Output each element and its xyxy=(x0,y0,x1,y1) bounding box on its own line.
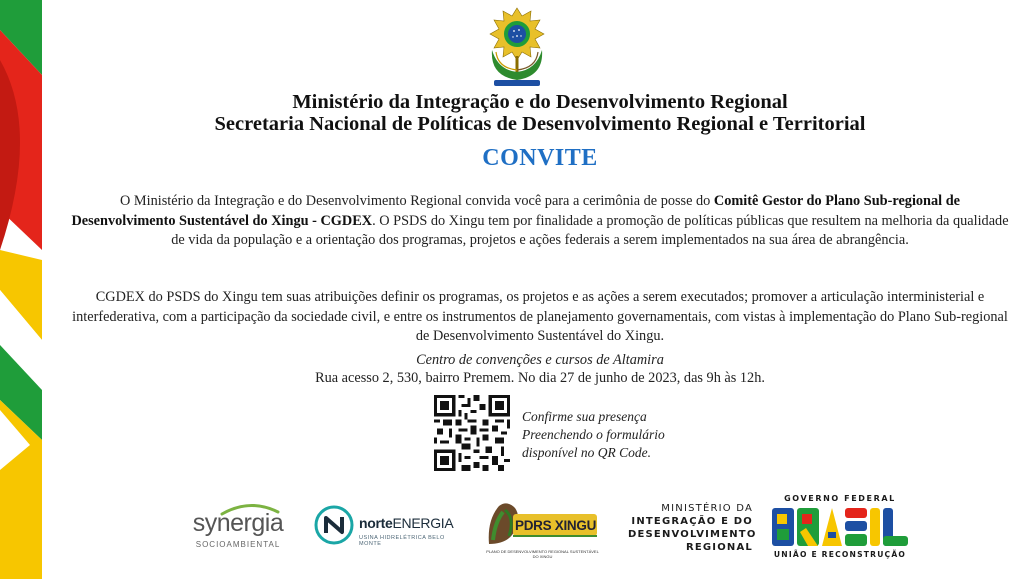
norte-energia-wordmark xyxy=(359,515,453,531)
norte-energia-subtitle: USINA HIDRELÉTRICA BELO MONTE xyxy=(359,535,445,547)
invitation-title: CONVITE xyxy=(482,145,598,171)
energia-word: ENERGIA xyxy=(392,515,454,531)
ministerio-integracao-logo xyxy=(628,502,757,558)
rsvp-line-2: Preenchendo o formulário xyxy=(522,427,665,442)
pdrs-xingu-subtitle: PLANO DE DESENVOLVIMENTO REGIONAL SUSTENTÁVEL DO XINGU xyxy=(486,549,599,559)
synergia-wordmark: synergia xyxy=(192,509,284,537)
norte-energia-mark-icon xyxy=(314,505,354,545)
event-venue: Centro de convenções e cursos de Altamira xyxy=(416,352,664,368)
ministerio-line-2: INTEGRAÇÃO E DO xyxy=(631,516,753,527)
qr-code-icon[interactable] xyxy=(434,395,510,471)
norte-word: norte xyxy=(359,515,393,531)
pdrs-xingu-wordmark: PDRS XINGU xyxy=(515,518,597,533)
uniao-reconstrucao-label: UNIÃO E RECONSTRUÇÃO xyxy=(773,550,907,559)
norte-energia-logo xyxy=(314,505,459,551)
secretariat-heading: Secretaria Nacional de Políticas de Desenvolvimento Regional e Territorial xyxy=(214,113,866,135)
ministerio-line-4: REGIONAL xyxy=(685,542,753,553)
pdrs-xingu-logo xyxy=(485,500,600,559)
decorative-color-strip xyxy=(0,0,42,579)
governo-federal-label: GOVERNO FEDERAL xyxy=(784,494,896,503)
rsvp-line-3: disponível no QR Code. xyxy=(522,445,651,460)
event-address: Rua acesso 2, 530, bairro Premem. No dia 27 de junho de 2023, das 9h às 12h. xyxy=(315,370,765,386)
paragraph-1-text-end: . O PSDS do Xingu tem por finalidade a promoção de políticas públicas que resultem na melhoria da qualidade de vida da população e a orientação dos programas, projetos e ações federais a serem implementados na sua área de abrangência. xyxy=(171,212,1009,248)
paragraph-1-text: O Ministério da Integração e do Desenvolvimento Regional convida você para a cerimônia de posse do xyxy=(119,193,714,209)
brasil-wordmark-icon xyxy=(770,506,910,548)
synergia-logo xyxy=(188,508,288,558)
invitation-paragraph-1 xyxy=(70,192,1010,251)
brazil-coat-of-arms-icon xyxy=(486,6,548,90)
governo-federal-logo xyxy=(770,494,910,564)
rsvp-instructions xyxy=(522,408,665,462)
ministerio-line-3: DESENVOLVIMENTO xyxy=(628,529,757,540)
rsvp-line-1: Confirme sua presença xyxy=(522,409,647,424)
invitation-paragraph-2: CGDEX do PSDS do Xingu tem suas atribuições definir os programas, os projetos e as ações a serem executados; promover a articulação interministerial e interfederativa, com a participação da sociedade civil, e entre os instrumentos de planejamento governamentais, com vistas à implementação do Plano Sub-regional de Desenvolvimento Sustentável do Xingu. xyxy=(72,289,1008,344)
synergia-arc-icon xyxy=(220,502,280,516)
committee-name: Comitê Gestor do Plano Sub-regional de Desenvolvimento Sustentável do Xingu - CGDEX xyxy=(71,193,961,229)
synergia-subtitle: SOCIOAMBIENTAL xyxy=(195,540,281,549)
ministry-heading: Ministério da Integração e do Desenvolvimento Regional xyxy=(292,91,788,113)
ministerio-line-1: MINISTÉRIO DA xyxy=(661,503,753,514)
